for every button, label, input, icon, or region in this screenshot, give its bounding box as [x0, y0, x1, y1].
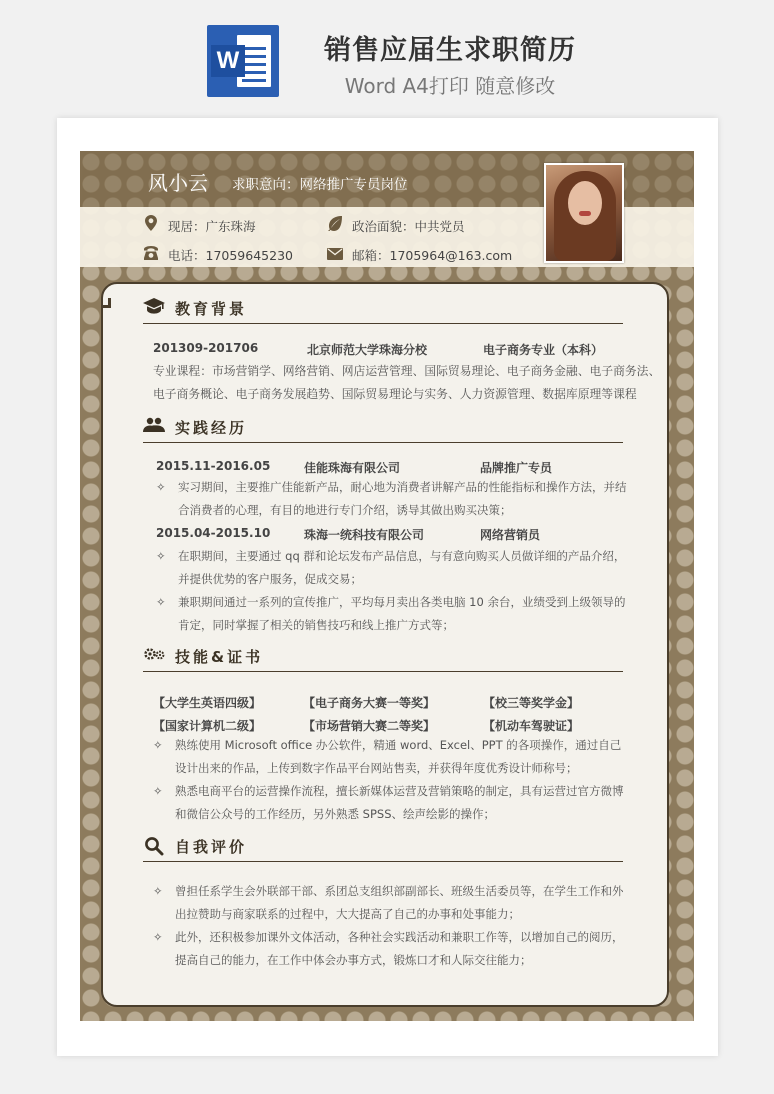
- education-heading: [143, 296, 623, 324]
- skills-heading: [143, 644, 623, 672]
- education-period: 201309-201706: [153, 341, 259, 355]
- list-item: ✧ 曾担任系学生会外联部干部、系团总支组织部副部长、班级生活委员等，在学生工作和外出拉赞助与商家联系的过程中，大大提高了自己的办事和处事能力；: [153, 884, 624, 921]
- political-info: [326, 215, 465, 235]
- contact-band: [80, 207, 694, 267]
- education-school: 北京师范大学珠海分校: [307, 343, 428, 357]
- promo-subtitle: Word A4打印 随意修改: [344, 74, 556, 98]
- political-text: 政治面貌：中共党员: [352, 219, 465, 234]
- skills-title: 技能&证书: [175, 648, 264, 666]
- phone-info: [142, 246, 293, 264]
- cert-item: 【大学生英语四级】: [153, 696, 262, 710]
- promo-header: [0, 0, 774, 118]
- job-2-role: 网络营销员: [480, 528, 541, 542]
- list-item: ✧ 实习期间，主要推广佳能新产品，耐心地为消费者讲解产品的性能指标和操作方法，并结合消费者的心理，有目的地进行专门介绍，诱导其做出购买决策；: [156, 480, 627, 517]
- cert-item: 【国家计算机二级】: [153, 719, 262, 733]
- residence-text: 现居：广东珠海: [168, 219, 256, 234]
- courses-line-2: 电子商务概论、电子商务发展趋势、国际贸易理论与实务、人力资源管理、数据库原理等课程: [153, 387, 637, 401]
- cert-item: 【电子商务大赛一等奖】: [303, 696, 436, 710]
- word-logo-icon: [207, 25, 279, 97]
- magnifier-icon: [143, 836, 165, 858]
- resume: [80, 151, 694, 1021]
- phone-icon: [142, 246, 160, 263]
- people-icon: [143, 417, 165, 439]
- experience-title: 实践经历: [175, 419, 248, 437]
- job-1-role: 品牌推广专员: [480, 461, 553, 475]
- candidate-name: 风小云: [148, 171, 208, 195]
- content-panel: [101, 282, 669, 1007]
- residence-info: [142, 215, 256, 235]
- profile-photo: [544, 163, 624, 263]
- email-info: [326, 246, 512, 264]
- cert-item: 【机动车驾驶证】: [483, 719, 580, 733]
- location-pin-icon: [142, 215, 160, 234]
- word-logo-letter: W: [211, 45, 245, 77]
- list-item: ✧ 熟悉电商平台的运营操作流程，擅长新媒体运营及营销策略的制定，具有运营过官方微博和微信公众号的工作经历，另外熟悉 SPSS、绘声绘影的操作；: [153, 784, 624, 821]
- education-title: 教育背景: [175, 300, 248, 318]
- list-item: ✧ 兼职期间通过一系列的宣传推广，平均每月卖出各类电脑 10 余台，业绩受到上级领导的肯定，同时掌握了相关的销售技巧和线上推广方式等；: [156, 595, 626, 632]
- experience-heading: [143, 415, 623, 443]
- leaf-icon: [326, 215, 344, 234]
- job-1-period: 2015.11-2016.05: [156, 459, 271, 473]
- email-text: 邮箱：1705964@163.com: [352, 248, 513, 263]
- education-major: 电子商务专业（本科）: [483, 343, 604, 357]
- list-item: ✧ 熟练使用 Microsoft office 办公软件，精通 word、Excel、PPT 的各项操作，通过自己设计出来的作品，上传到数字作品平台网站售卖，并获得年度优秀设计师称号；: [153, 738, 622, 775]
- gears-icon: [143, 646, 165, 668]
- list-item: ✧ 在职期间，主要通过 qq 群和论坛发布产品信息，与有意向购买人员做详细的产品介绍，并提供优势的客户服务，促成交易；: [156, 549, 626, 586]
- self-eval-heading: [143, 834, 623, 862]
- job-2-company: 珠海一统科技有限公司: [304, 528, 425, 542]
- graduation-cap-icon: [143, 298, 165, 320]
- job-intent: 求职意向：网络推广专员岗位: [232, 177, 408, 193]
- job-2-period: 2015.04-2015.10: [156, 526, 271, 540]
- courses-line-1: 专业课程：市场营销学、网络营销、网店运营管理、国际贸易理论、电子商务金融、电子商务法、: [153, 364, 661, 378]
- self-eval-title: 自我评价: [175, 838, 248, 856]
- phone-text: 电话：17059645230: [168, 248, 293, 263]
- list-item: ✧ 此外，还积极参加课外文体活动，各种社会实践活动和兼职工作等，以增加自己的阅历，提高自己的能力，在工作中体会办事方式，锻炼口才和人际交往能力；: [153, 930, 624, 967]
- cert-item: 【市场营销大赛二等奖】: [303, 719, 436, 733]
- promo-title: 销售应届生求职简历: [324, 35, 576, 66]
- job-1-company: 佳能珠海有限公司: [304, 461, 401, 475]
- cert-item: 【校三等奖学金】: [483, 696, 580, 710]
- mail-icon: [326, 248, 344, 263]
